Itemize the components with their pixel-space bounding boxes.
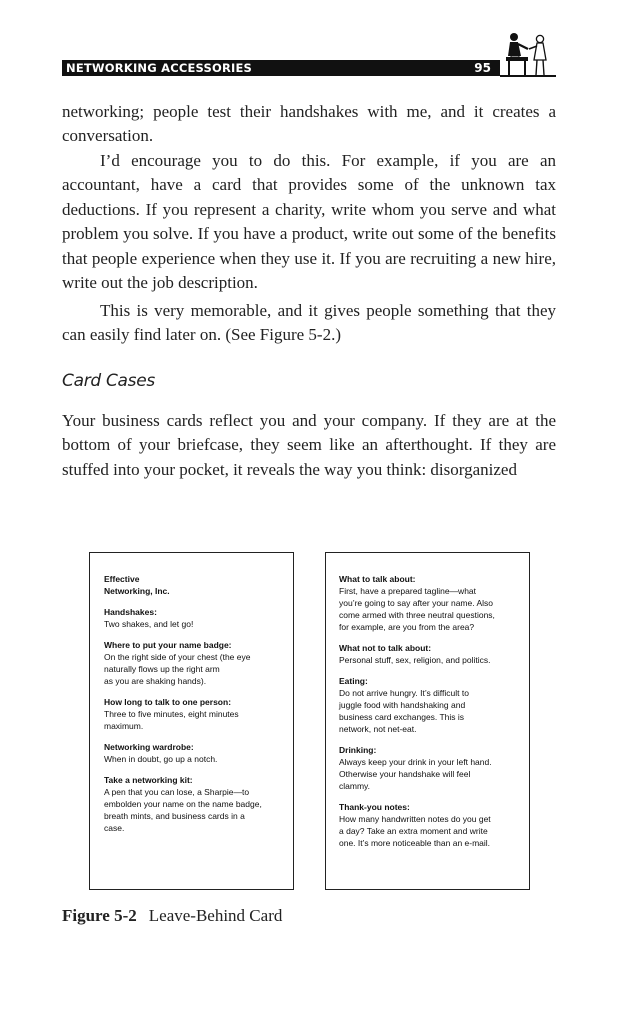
tip-line: naturally flows up the right arm: [104, 664, 220, 674]
card-tip-drinking: [339, 744, 519, 792]
card-company-name: [104, 573, 283, 597]
page-number: 95: [474, 61, 491, 75]
body-paragraph: networking; people test their handshakes with me, and it creates a conversation.: [62, 102, 556, 146]
card-tip-kit: [104, 774, 283, 834]
tip-title: How long to talk to one person:: [104, 697, 232, 707]
tip-line: embolden your name on the name badge,: [104, 799, 262, 809]
tip-line: breath mints, and business cards in a: [104, 811, 245, 821]
tip-line: Personal stuff, sex, religion, and politics.: [339, 655, 491, 665]
body-paragraph: This is very memorable, and it gives people something that they can easily find later on. (See Figure 5-2.): [62, 301, 556, 345]
tip-line: Always keep your drink in your left hand.: [339, 757, 492, 767]
tip-title: What not to talk about:: [339, 643, 432, 653]
tip-line: clammy.: [339, 781, 371, 791]
card-tip-talk-time: [104, 696, 283, 732]
tip-title: Drinking:: [339, 745, 377, 755]
body-paragraph: Your business cards reflect you and your company. If they are at the bottom of your briefcase, they seem like an afterthought. If they are stuffed into your pocket, it reveals the way you think: disorganized: [62, 411, 556, 479]
tip-title: Take a networking kit:: [104, 775, 193, 785]
body-paragraph: I’d encourage you to do this. For example, if you are an accountant, have a card that provides some of the unknown tax deductions. If you represent a charity, write whom you serve and what problem you solve. If you have a product, write out some of the benefits that people experience when they use it. If you are recruiting a new hire, write out the job description.: [62, 151, 556, 293]
tip-line: you’re going to say after your name. Also: [339, 598, 494, 608]
card-tip-what-not-to-talk: [339, 642, 519, 666]
tip-line: maximum.: [104, 721, 144, 731]
card-left-panel: [89, 552, 294, 890]
card-tip-name-badge: [104, 639, 283, 687]
tip-title: Where to put your name badge:: [104, 640, 232, 650]
card-right-panel: [325, 552, 530, 890]
tip-line: come armed with three neutral questions,: [339, 610, 495, 620]
figure-caption: [62, 906, 282, 926]
company-name-line: Networking, Inc.: [104, 586, 170, 596]
figure-label: Figure 5-2: [62, 906, 137, 925]
tip-line: juggle food with handshaking and: [339, 700, 466, 710]
card-tip-handshakes: [104, 606, 283, 630]
company-name-line: Effective: [104, 574, 140, 584]
section-heading: Card Cases: [62, 371, 155, 391]
tip-line: business card exchanges. This is: [339, 712, 465, 722]
tip-title: What to talk about:: [339, 574, 416, 584]
tip-line: How many handwritten notes do you get: [339, 814, 491, 824]
tip-title: Networking wardrobe:: [104, 742, 194, 752]
card-tip-thank-you: [339, 801, 519, 849]
tip-line: Do not arrive hungry. It’s difficult to: [339, 688, 469, 698]
tip-line: A pen that you can lose, a Sharpie—to: [104, 787, 250, 797]
tip-line: Three to five minutes, eight minutes: [104, 709, 239, 719]
card-tip-what-to-talk: [339, 573, 519, 633]
tip-line: Two shakes, and let go!: [104, 619, 194, 629]
tip-line: a day? Take an extra moment and write: [339, 826, 488, 836]
card-tip-wardrobe: [104, 741, 283, 765]
tip-line: one. It’s more noticeable than an e-mail.: [339, 838, 491, 848]
tip-line: First, have a prepared tagline—what: [339, 586, 477, 596]
tip-line: for example, are you from the area?: [339, 622, 475, 632]
tip-line: When in doubt, go up a notch.: [104, 754, 218, 764]
tip-title: Thank-you notes:: [339, 802, 410, 812]
tip-title: Handshakes:: [104, 607, 157, 617]
tip-line: case.: [104, 823, 125, 833]
tip-line: Otherwise your handshake will feel: [339, 769, 471, 779]
handshake-at-table-icon: [500, 30, 556, 76]
tip-line: On the right side of your chest (the eye: [104, 652, 251, 662]
card-tip-eating: [339, 675, 519, 735]
tip-line: as you are shaking hands).: [104, 676, 207, 686]
tip-line: network, not net-eat.: [339, 724, 417, 734]
tip-title: Eating:: [339, 676, 368, 686]
running-header-title: NETWORKING ACCESSORIES: [66, 61, 253, 75]
figure-caption-text: Leave-Behind Card: [148, 906, 283, 925]
